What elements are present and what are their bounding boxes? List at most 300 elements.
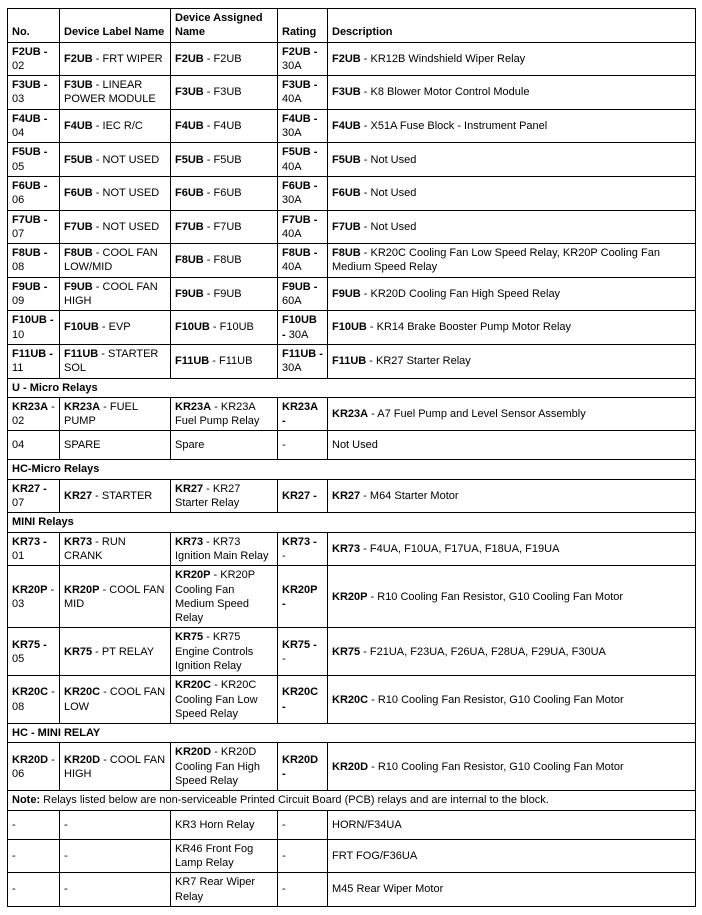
cell-no [8, 42, 60, 76]
cell-label [60, 566, 171, 628]
cell-text: - Not Used [360, 153, 417, 166]
cell-text: - F10UB [209, 321, 254, 334]
cell-bold-label: F2UB - [12, 45, 48, 58]
cell-bold-label: F9UB - [12, 280, 48, 293]
cell-text: - R10 Cooling Fan Resistor, G10 Cooling Fan Motor [368, 760, 624, 773]
cell-text: - FUEL PUMP [64, 400, 138, 428]
cell-no [8, 839, 60, 873]
cell-text: - F3UB [203, 86, 242, 99]
cell-rating [278, 42, 328, 76]
cell-label [60, 743, 171, 791]
cell-text: 30A [282, 59, 302, 72]
table-row [8, 532, 696, 566]
cell-no [8, 244, 60, 278]
cell-assigned [171, 873, 278, 907]
cell-label [60, 42, 171, 76]
cell-text: - KR20C Cooling Fan Low Speed Relay [175, 679, 258, 720]
cell-text: - 03 [12, 583, 55, 610]
note-text [8, 791, 696, 810]
cell-bold-label: F5UB [175, 153, 204, 166]
cell-assigned [171, 532, 278, 566]
cell-text: - [282, 818, 286, 831]
cell-text: - COOL FAN MID [64, 583, 165, 610]
cell-no [8, 431, 60, 460]
cell-bold-label: KR27 [64, 489, 93, 502]
cell-no [8, 311, 60, 345]
cell-bold-label: F8UB [175, 254, 204, 267]
cell-text: KR3 Horn Relay [175, 818, 255, 831]
cell-text: - KR20C Cooling Fan Low Speed Relay, KR20P Cooling Fan Medium Speed Relay [332, 247, 660, 274]
cell-bold-label: KR20P [12, 583, 48, 596]
cell-text: - LINEAR POWER MODULE [64, 79, 156, 106]
cell-label [60, 109, 171, 143]
cell-bold-label: F2UB [332, 52, 361, 65]
cell-assigned [171, 42, 278, 76]
cell-rating [278, 431, 328, 460]
cell-bold-label: KR27 - [12, 482, 47, 495]
cell-assigned [171, 76, 278, 110]
col-header-no: No. [8, 9, 60, 43]
cell-rating [278, 743, 328, 791]
cell-text: - F7UB [203, 220, 242, 233]
col-header-rating: Rating [278, 9, 328, 43]
cell-bold-label: KR20P - [282, 583, 318, 610]
cell-no [8, 397, 60, 431]
cell-bold-label: KR23A [64, 400, 101, 413]
section-header-row [8, 513, 696, 532]
cell-bold-label: F4UB [332, 119, 361, 132]
cell-assigned [171, 628, 278, 676]
cell-description [328, 42, 696, 76]
cell-rating [278, 810, 328, 839]
cell-no [8, 176, 60, 210]
cell-bold-label: F3UB [175, 86, 204, 99]
cell-text: - IEC R/C [92, 119, 143, 132]
cell-rating [278, 532, 328, 566]
cell-text: 40A [282, 261, 302, 274]
cell-rating [278, 676, 328, 724]
cell-assigned [171, 743, 278, 791]
cell-assigned [171, 344, 278, 378]
cell-text: Not Used [332, 439, 378, 452]
cell-bold-label: F9UB [332, 287, 361, 300]
cell-description [328, 311, 696, 345]
table-row [8, 109, 696, 143]
cell-bold-label: KR23A - [282, 400, 318, 428]
cell-description [328, 397, 696, 431]
fuse-table-body [8, 42, 696, 906]
cell-bold-label: KR20P [64, 583, 100, 596]
cell-text: - NOT USED [92, 187, 160, 200]
cell-label [60, 143, 171, 177]
cell-bold-label: F9UB - [282, 280, 318, 293]
cell-bold-label: F8UB [64, 247, 93, 260]
cell-text: FRT FOG/F36UA [332, 849, 418, 862]
cell-assigned [171, 839, 278, 873]
cell-bold-label: KR20C - [282, 686, 319, 713]
cell-description [328, 873, 696, 907]
cell-bold-label: F11UB [64, 347, 99, 360]
cell-bold-label: KR20D [332, 760, 369, 773]
cell-bold-label: F5UB - [12, 146, 48, 159]
cell-description [328, 743, 696, 791]
cell-text: - R10 Cooling Fan Resistor, G10 Cooling Fan Motor [368, 693, 624, 706]
section-header-label: HC-Micro Relays [8, 460, 696, 479]
cell-label [60, 676, 171, 724]
cell-description [328, 109, 696, 143]
cell-assigned [171, 431, 278, 460]
cell-text: - 02 [12, 400, 55, 428]
cell-bold-label: KR73 [64, 535, 93, 548]
cell-bold-label: KR20D - [282, 753, 319, 780]
cell-label [60, 628, 171, 676]
table-row [8, 344, 696, 378]
cell-text: - [64, 818, 68, 831]
table-row [8, 176, 696, 210]
cell-description [328, 566, 696, 628]
cell-bold-label: KR23A [175, 400, 212, 413]
cell-text: - COOL FAN LOW/MID [64, 247, 158, 274]
cell-text: - A7 Fuel Pump and Level Sensor Assembly [368, 407, 586, 420]
cell-no [8, 344, 60, 378]
table-row [8, 743, 696, 791]
cell-text: - F2UB [203, 52, 242, 65]
cell-text: - [282, 549, 286, 562]
cell-text: - EVP [98, 321, 131, 334]
cell-text: - F4UB [203, 119, 242, 132]
cell-text: - M64 Starter Motor [360, 489, 459, 502]
cell-no [8, 143, 60, 177]
cell-description [328, 810, 696, 839]
cell-rating [278, 839, 328, 873]
cell-bold-label: KR20D [175, 746, 212, 759]
cell-rating [278, 311, 328, 345]
cell-text: - [12, 818, 16, 831]
cell-label [60, 873, 171, 907]
cell-bold-label: F2UB [64, 52, 93, 65]
cell-text: - STARTER [92, 489, 153, 502]
cell-bold-label: F10UB [175, 321, 210, 334]
cell-text: Spare [175, 439, 205, 452]
cell-rating [278, 244, 328, 278]
cell-text: - KR73 Ignition Main Relay [175, 535, 269, 562]
cell-text: 01 [12, 549, 25, 562]
cell-bold-label: KR27 - [282, 489, 317, 502]
cell-bold-label: F3UB [64, 79, 93, 92]
cell-bold-label: KR20D [12, 753, 49, 766]
cell-text: - [12, 849, 16, 862]
cell-bold-label: KR75 [175, 631, 204, 644]
cell-text: - KR20D Cooling Fan High Speed Relay [175, 746, 260, 788]
cell-label [60, 176, 171, 210]
cell-bold-label: F7UB - [282, 213, 318, 226]
cell-bold-label: F7UB [175, 220, 204, 233]
cell-text: - [282, 883, 286, 896]
cell-label [60, 210, 171, 244]
cell-text: - Not Used [360, 220, 417, 233]
cell-text: - KR12B Windshield Wiper Relay [360, 52, 526, 65]
cell-assigned [171, 311, 278, 345]
cell-description [328, 76, 696, 110]
cell-bold-label: KR20P [332, 590, 368, 603]
cell-bold-label: F4UB [175, 119, 204, 132]
section-header-label: U - Micro Relays [8, 378, 696, 397]
cell-bold-label: KR73 [332, 542, 361, 555]
cell-assigned [171, 676, 278, 724]
cell-bold-label: KR20C [175, 679, 212, 692]
note-body: Relays listed below are non-serviceable Printed Circuit Board (PCB) relays and are internal to the block. [40, 794, 549, 807]
cell-text: - X51A Fuse Block - Instrument Panel [360, 119, 548, 132]
cell-bold-label: F8UB - [282, 247, 318, 260]
cell-bold-label: F3UB [332, 86, 361, 99]
cell-text: - KR27 Starter Relay [366, 355, 471, 368]
cell-label [60, 244, 171, 278]
cell-label [60, 479, 171, 513]
cell-bold-label: KR27 [175, 482, 204, 495]
cell-bold-label: KR20P [175, 569, 211, 582]
cell-text: - F6UB [203, 187, 242, 200]
cell-bold-label: KR20D [64, 753, 101, 766]
section-header-row [8, 378, 696, 397]
cell-description [328, 839, 696, 873]
cell-text: 07 [12, 227, 25, 240]
table-row [8, 839, 696, 873]
cell-label [60, 431, 171, 460]
cell-text: 30A [285, 328, 309, 341]
cell-no [8, 210, 60, 244]
cell-text: - NOT USED [92, 153, 160, 166]
cell-bold-label: F3UB - [282, 79, 318, 92]
cell-label [60, 76, 171, 110]
cell-label [60, 344, 171, 378]
cell-bold-label: KR20C [332, 693, 369, 706]
cell-text: - KR20D Cooling Fan High Speed Relay [360, 287, 561, 300]
cell-text: 08 [12, 261, 25, 274]
cell-description [328, 210, 696, 244]
fuse-relay-table [7, 8, 696, 907]
cell-text: - F5UB [203, 153, 242, 166]
section-header-label: HC - MINI RELAY [8, 724, 696, 743]
cell-text: - F8UB [203, 254, 242, 267]
table-row [8, 76, 696, 110]
cell-bold-label: KR27 [332, 489, 361, 502]
cell-text: 04 [12, 127, 25, 140]
cell-text: KR7 Rear Wiper Relay [175, 876, 256, 903]
cell-bold-label: F6UB [332, 187, 361, 200]
cell-assigned [171, 810, 278, 839]
cell-bold-label: KR75 - [12, 638, 47, 651]
cell-description [328, 532, 696, 566]
table-row [8, 277, 696, 311]
cell-description [328, 676, 696, 724]
cell-text: - [12, 883, 16, 896]
cell-text: 03 [12, 93, 25, 106]
cell-text: 05 [12, 160, 25, 173]
table-row [8, 566, 696, 628]
cell-description [328, 479, 696, 513]
cell-assigned [171, 176, 278, 210]
cell-text: - F9UB [203, 287, 242, 300]
cell-rating [278, 109, 328, 143]
cell-text: - F11UB [209, 355, 253, 368]
col-header-device-assigned-name: Device Assigned Name [171, 9, 278, 43]
cell-text: - 08 [12, 686, 55, 713]
cell-bold-label: F10UB [64, 321, 99, 334]
cell-bold-label: F7UB [64, 220, 93, 233]
cell-assigned [171, 244, 278, 278]
cell-text: - COOL FAN LOW [64, 686, 166, 713]
cell-label [60, 532, 171, 566]
section-header-row [8, 460, 696, 479]
cell-text: 40A [282, 160, 302, 173]
cell-bold-label: F10UB - [12, 314, 54, 327]
cell-bold-label: F6UB - [12, 179, 48, 192]
col-header-device-label-name: Device Label Name [60, 9, 171, 43]
cell-no [8, 479, 60, 513]
cell-bold-label: F7UB [332, 220, 361, 233]
cell-bold-label: F2UB [175, 52, 204, 65]
cell-text: - [282, 652, 286, 665]
cell-text: 02 [12, 59, 25, 72]
cell-bold-label: F11UB [332, 355, 367, 368]
cell-text: 40A [282, 93, 302, 106]
cell-text: - KR75 Engine Controls Ignition Relay [175, 631, 254, 672]
cell-bold-label: F8UB - [12, 247, 48, 260]
cell-rating [278, 628, 328, 676]
cell-text: 40A [282, 227, 302, 240]
cell-text: 04 [12, 439, 25, 452]
cell-description [328, 628, 696, 676]
cell-description [328, 176, 696, 210]
cell-bold-label: F9UB [64, 280, 93, 293]
cell-text: - NOT USED [92, 220, 160, 233]
cell-text: - KR27 Starter Relay [175, 482, 241, 510]
cell-label [60, 397, 171, 431]
cell-text: - RUN CRANK [64, 535, 126, 562]
cell-text: 07 [12, 497, 25, 510]
cell-assigned [171, 210, 278, 244]
cell-text: 11 [12, 362, 24, 375]
cell-no [8, 109, 60, 143]
cell-bold-label: F5UB [332, 153, 361, 166]
table-row [8, 431, 696, 460]
table-row [8, 397, 696, 431]
cell-no [8, 628, 60, 676]
cell-description [328, 143, 696, 177]
cell-text: KR46 Front Fog Lamp Relay [175, 842, 254, 869]
cell-text: 30A [282, 362, 302, 375]
cell-assigned [171, 277, 278, 311]
cell-bold-label: F6UB [64, 187, 93, 200]
cell-no [8, 676, 60, 724]
cell-no [8, 532, 60, 566]
cell-bold-label: F10UB [332, 321, 367, 334]
cell-bold-label: F4UB - [12, 112, 48, 125]
table-row [8, 873, 696, 907]
cell-text: 06 [12, 194, 25, 207]
cell-bold-label: KR75 [332, 645, 361, 658]
cell-rating [278, 143, 328, 177]
cell-text: - STARTER SOL [64, 347, 159, 375]
cell-no [8, 76, 60, 110]
cell-text: - PT RELAY [92, 645, 155, 658]
cell-bold-label: F8UB [332, 247, 361, 260]
cell-assigned [171, 479, 278, 513]
cell-assigned [171, 397, 278, 431]
cell-bold-label: F4UB - [282, 112, 318, 125]
cell-text: M45 Rear Wiper Motor [332, 883, 444, 896]
cell-no [8, 810, 60, 839]
cell-rating [278, 76, 328, 110]
cell-bold-label: KR73 - [12, 535, 47, 548]
cell-text: 30A [282, 127, 302, 140]
cell-text: 10 [12, 328, 25, 341]
table-row [8, 628, 696, 676]
cell-assigned [171, 566, 278, 628]
cell-no [8, 277, 60, 311]
cell-bold-label: F6UB - [282, 179, 318, 192]
cell-bold-label: KR75 - [282, 638, 317, 651]
table-row [8, 210, 696, 244]
cell-label [60, 839, 171, 873]
cell-description [328, 244, 696, 278]
cell-text: - KR20P Cooling Fan Medium Speed Relay [175, 569, 255, 625]
cell-bold-label: F11UB - [282, 347, 323, 360]
cell-text: - 06 [12, 753, 55, 780]
cell-rating [278, 344, 328, 378]
note-row [8, 791, 696, 810]
table-row [8, 143, 696, 177]
cell-bold-label: F9UB [175, 287, 204, 300]
cell-bold-label: KR20C [64, 686, 101, 699]
cell-bold-label: KR75 [64, 645, 93, 658]
cell-rating [278, 566, 328, 628]
cell-text: - [64, 849, 68, 862]
cell-text: - COOL FAN HIGH [64, 280, 158, 308]
cell-rating [278, 873, 328, 907]
cell-bold-label: KR23A [332, 407, 369, 420]
cell-rating [278, 479, 328, 513]
cell-assigned [171, 143, 278, 177]
cell-text: 09 [12, 295, 25, 308]
cell-text: SPARE [64, 439, 101, 452]
cell-bold-label: F5UB - [282, 146, 318, 159]
table-row [8, 810, 696, 839]
cell-label [60, 810, 171, 839]
cell-label [60, 277, 171, 311]
cell-text: - F21UA, F23UA, F26UA, F28UA, F29UA, F30UA [360, 645, 606, 658]
cell-text: - [282, 849, 286, 862]
cell-rating [278, 176, 328, 210]
cell-text: 60A [282, 295, 302, 308]
cell-description [328, 344, 696, 378]
cell-rating [278, 277, 328, 311]
cell-text: - [64, 883, 68, 896]
cell-text: HORN/F34UA [332, 818, 402, 831]
cell-description [328, 431, 696, 460]
cell-text: - FRT WIPER [92, 52, 163, 65]
note-label: Note: [12, 794, 41, 807]
cell-rating [278, 397, 328, 431]
cell-bold-label: F11UB - [12, 347, 53, 360]
cell-bold-label: F7UB - [12, 213, 48, 226]
cell-bold-label: F2UB - [282, 45, 318, 58]
cell-label [60, 311, 171, 345]
cell-bold-label: KR20C [12, 686, 49, 699]
cell-text: - KR14 Brake Booster Pump Motor Relay [366, 321, 572, 334]
cell-bold-label: KR23A [12, 400, 49, 413]
cell-text: - K8 Blower Motor Control Module [360, 86, 530, 99]
